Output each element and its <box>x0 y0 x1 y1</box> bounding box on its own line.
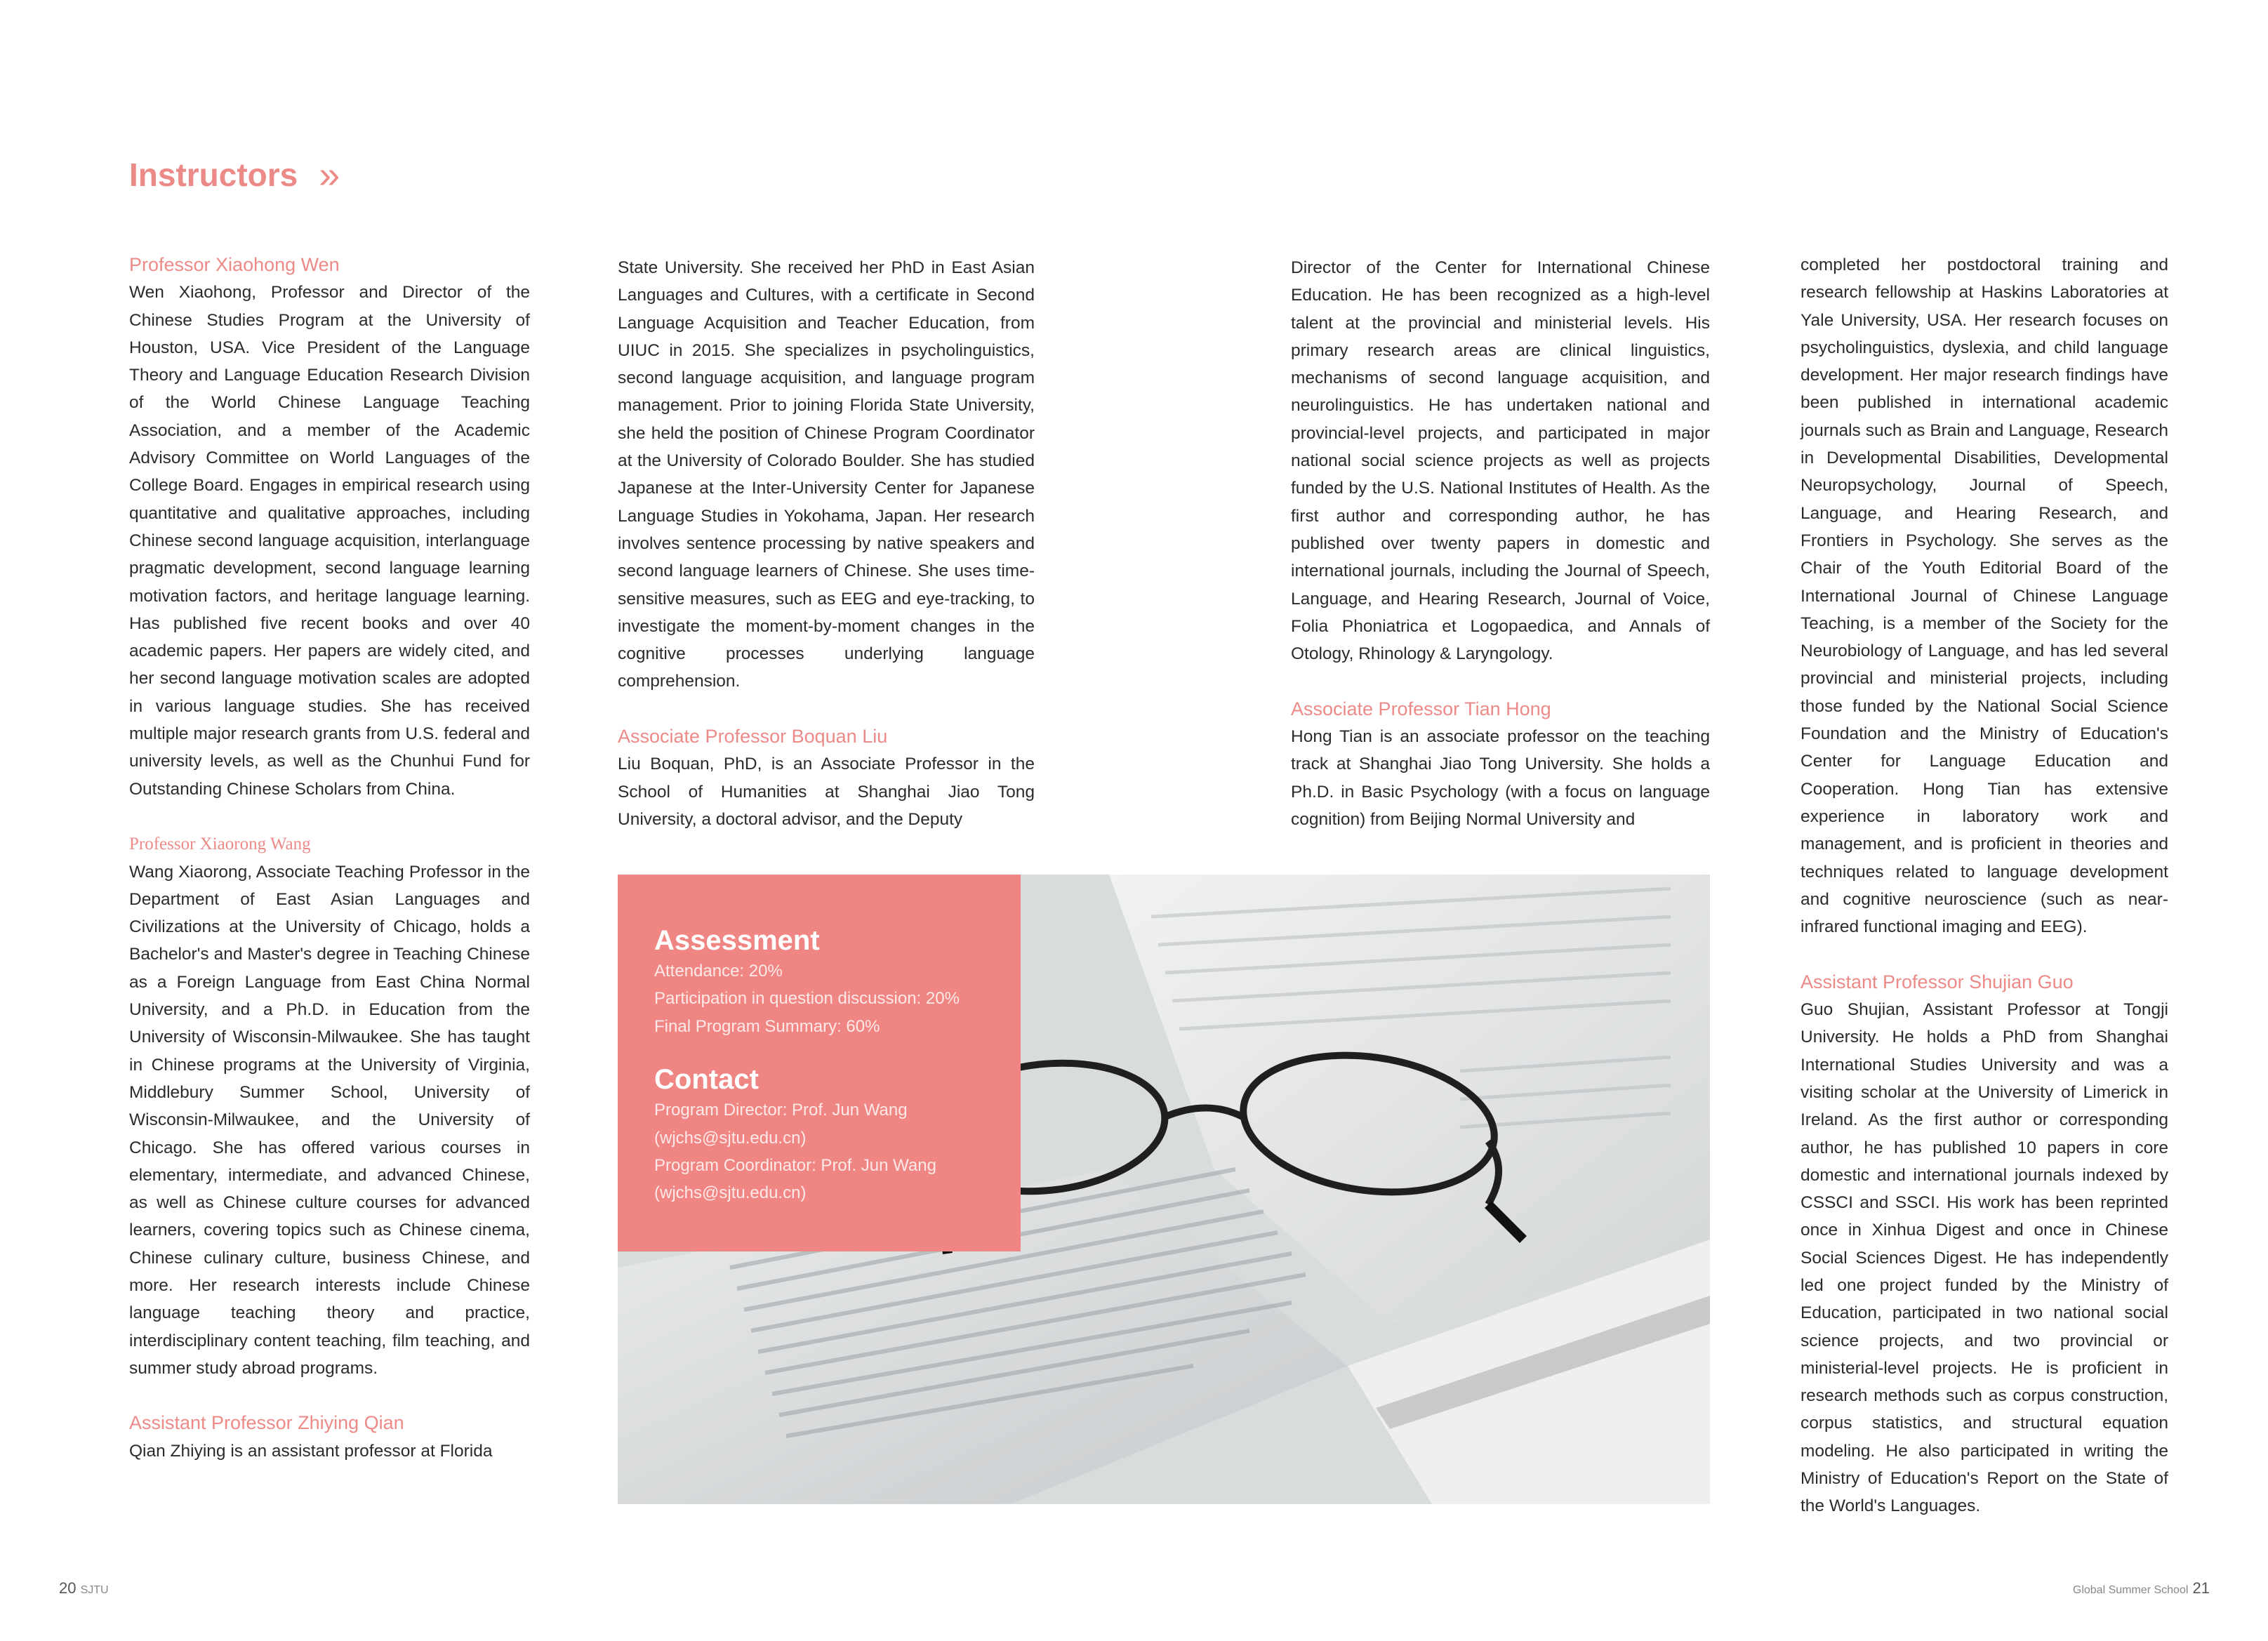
page-number-right: 21 <box>2192 1579 2210 1597</box>
instructor-bio: Wen Xiaohong, Professor and Director of the Chinese Studies Program at the University of Houston, USA. Vice President of the Language Theory and Language Education Research Division of the World Chinese Language Teaching Association, and a member of the Academic Advisory Committee on World Languages of the College Board. Engages in empirical research using quantitative and qualitative approaches, including Chinese second language acquisition, interlanguage pragmatic development, second language learning motivation factors, and heritage language learning. Has published five recent books and over 40 academic papers. Her papers are widely cited, and her second language motivation scales are adopted in various language studies. She has received multiple major research grants from U.S. federal and university levels, as well as the Chunhui Fund for Outstanding Chinese Scholars from China. <box>129 283 530 799</box>
assessment-heading: Assessment <box>654 925 820 956</box>
column-2 <box>618 254 1035 833</box>
footer-label-left: SJTU <box>80 1584 109 1596</box>
instructor-name: Assistant Professor Zhiying Qian <box>129 1412 404 1434</box>
instructor-bio: Wang Xiaorong, Associate Teaching Professor in the Department of East Asian Languages and Civilizations at the University of Chicago, holds a Bachelor's and Master's degree in Teaching Chinese as a Foreign Language from East China Normal University, and a Ph.D. in Education from the University of Wisconsin-Milwaukee. She has taught in Chinese programs at the University of Virginia, Middlebury Summer School, University of Wisconsin-Milwaukee, and the University of Chicago. She has offered various courses in elementary, intermediate, and advanced Chinese, as well as Chinese culture courses for advanced learners, covering topics such as Chinese cinema, Chinese culinary culture, business Chinese, and more. Her research interests include Chinese language teaching theory and practice, interdisciplinary content teaching, film teaching, and summer study abroad programs. <box>129 862 530 1378</box>
assessment-contact-box <box>618 875 1021 1251</box>
assessment-item: Attendance: 20% <box>654 962 783 981</box>
footer-left <box>59 1579 109 1597</box>
instructor-bio: Hong Tian is an associate professor on the teaching track at Shanghai Jiao Tong University. She holds a Ph.D. in Basic Psychology (with a focus on language cognition) from Beijing Normal University and <box>1291 727 1710 829</box>
contact-email[interactable]: (wjchs@sjtu.edu.cn) <box>654 1128 807 1148</box>
page-title <box>129 156 340 194</box>
footer-label-right: Global Summer School <box>2072 1584 2189 1596</box>
instructor-bio-continued: completed her postdoctoral training and research fellowship at Haskins Laboratories at Yale University, USA. Her research focuses on psycholinguistics, dyslexia, and child language development. Her major research findings have been published in international academic journals such as Brain and Language, Research in Developmental Disabilities, Developmental Neuropsychology, Journal of Speech, Language, and Hearing Research, and Frontiers in Psychology. She serves as the Chair of the Youth Editorial Board of the International Journal of Chinese Language Teaching, is a member of the Society for the Neurobiology of Language, and has led several provincial and ministerial projects, including those funded by the National Social Science Foundation and the Ministry of Education's Center for Language Education and Cooperation. Hong Tian has extensive experience in laboratory work and management, and is proficient in theories and techniques related to language development and cognitive neuroscience (such as near-infrared functional imaging and EEG). <box>1801 255 2168 937</box>
column-4 <box>1801 251 2168 1520</box>
instructor-bio: Qian Zhiying is an assistant professor at Florida <box>129 1441 493 1461</box>
instructor-name: Professor Xiaorong Wang <box>129 835 311 854</box>
contact-line: Program Director: Prof. Jun Wang <box>654 1101 908 1120</box>
column-3 <box>1291 254 1710 833</box>
instructor-bio-continued: Director of the Center for International Chinese Education. He has been recognized as a high-level talent at the provincial and ministerial levels. His primary research areas are clinical linguistics, mechanisms of second language acquisition, and neurolinguistics. He has undertaken national and provincial-level projects, and participated in major national social science projects as well as projects funded by the U.S. National Institutes of Health. As the first author and corresponding author, he has published over twenty papers in domestic and international journals, including the Journal of Speech, Language, and Hearing Research, Journal of Voice, Folia Phoniatrica et Logopaedica, and Annals of Otology, Rhinology & Laryngology. <box>1291 258 1710 664</box>
footer-right <box>2073 1579 2210 1597</box>
column-1 <box>129 251 530 1465</box>
contact-email[interactable]: (wjchs@sjtu.edu.cn) <box>654 1183 807 1203</box>
assessment-item: Final Program Summary: 60% <box>654 1016 880 1036</box>
section-title-text: Instructors <box>129 157 298 193</box>
instructor-name: Associate Professor Tian Hong <box>1291 698 1551 719</box>
assessment-item: Participation in question discussion: 20% <box>654 989 960 1009</box>
instructor-name: Assistant Professor Shujian Guo <box>1801 971 2074 992</box>
instructor-bio-continued: State University. She received her PhD in East Asian Languages and Cultures, with a certificate in Second Language Acquisition and Teacher Education, from UIUC in 2015. She specializes in psycholinguistics, second language acquisition, and language program management. Prior to joining Florida State University, she held the position of Chinese Program Coordinator at the University of Colorado Boulder. She has studied Japanese at the Inter-University Center for Japanese Language Studies in Yokohama, Japan. Her research involves sentence processing by native speakers and second language learners of Chinese. She uses time-sensitive measures, such as EEG and eye-tracking, to investigate the moment-by-moment changes in the cognitive processes underlying language comprehension. <box>618 258 1035 691</box>
instructor-bio: Guo Shujian, Assistant Professor at Tongji University. He holds a PhD from Shanghai International Studies University and was a visiting scholar at the University of Limerick in Ireland. As the first author or corresponding author, he has published 10 papers in core domestic and international journals indexed by CSSCI and SSCI. His work has been reprinted once in Xinhua Digest and once in Chinese Social Sciences Digest. He has independently led one project funded by the Ministry of Education, participated in two national social science projects, and two provincial or ministerial-level projects. He is proficient in research methods such as corpus construction, corpus statistics, and structural equation modeling. He also participated in writing the Ministry of Education's Report on the State of the World's Languages. <box>1801 1000 2168 1516</box>
contact-line: Program Coordinator: Prof. Jun Wang <box>654 1156 936 1176</box>
chevron-right-icon: » <box>319 154 340 196</box>
contact-heading: Contact <box>654 1064 759 1096</box>
instructor-name: Associate Professor Boquan Liu <box>618 726 888 748</box>
page-number-left: 20 <box>59 1579 77 1597</box>
instructor-bio: Liu Boquan, PhD, is an Associate Professor in the School of Humanities at Shanghai Jiao Tong University, a doctoral advisor, and the Deputy <box>618 755 1035 829</box>
instructor-name: Professor Xiaohong Wen <box>129 254 340 275</box>
